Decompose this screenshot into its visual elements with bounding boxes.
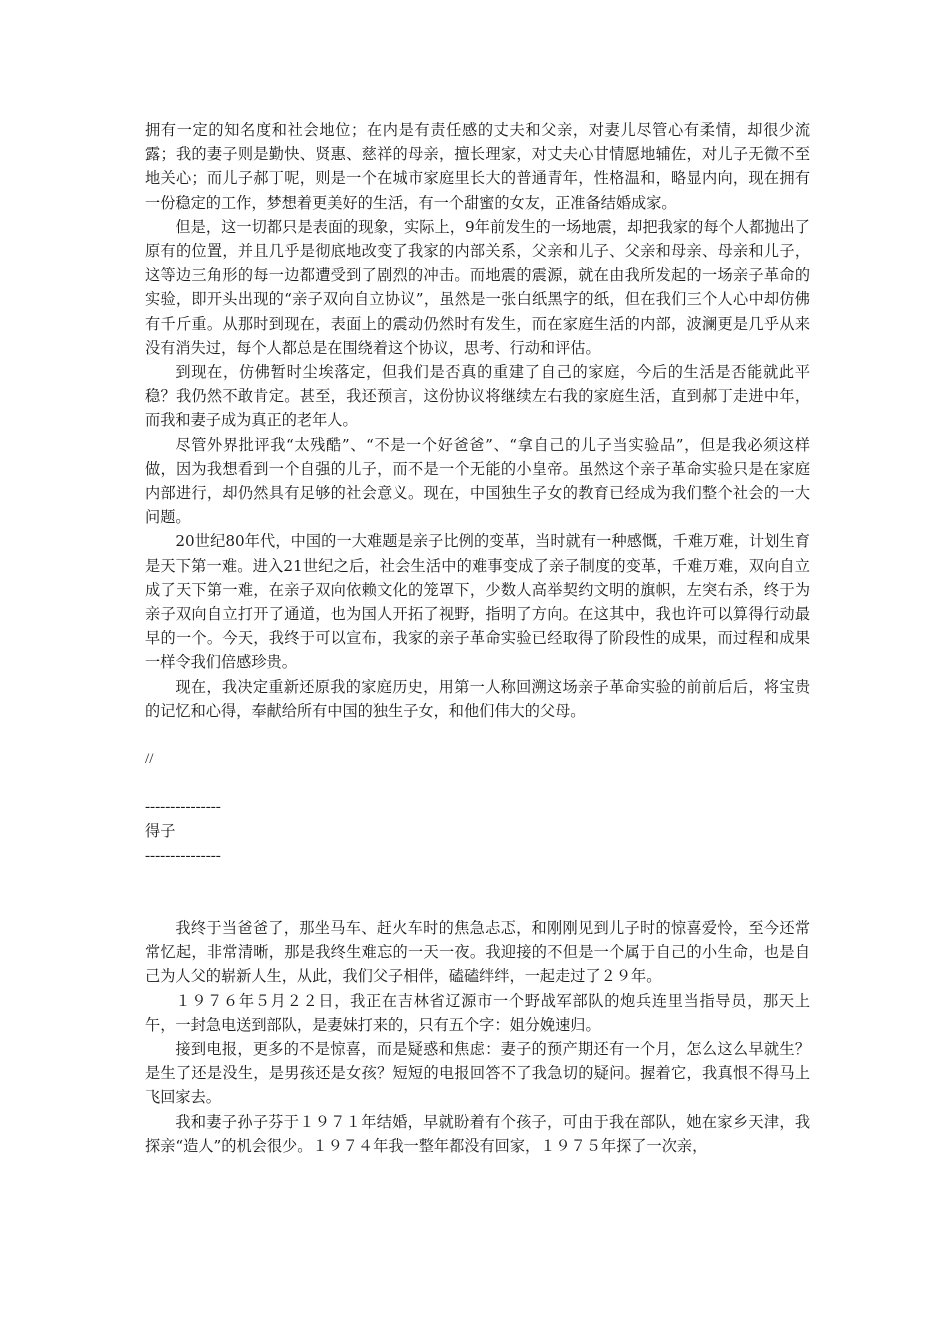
dash-line-top: ---------------: [145, 798, 221, 816]
intro-paragraph-4: 尽管外界批评我“太残酷”、“不是一个好爸爸”、“拿自己的儿子当实验品”，但是我必须这样做，因为我想看到一个自强的儿子，而不是一个无能的小皇帝。虽然这个亲子革命实验只是在家庭内部进行，却仍然具有足够的社会意义。现在，中国独生子女的教育已经成为我们整个社会的一大问题。: [145, 435, 810, 527]
intro-paragraph-3: 到现在，仿佛暂时尘埃落定，但我们是否真的重建了自己的家庭，今后的生活是否能就此平稳？我仍然不敢肯定。甚至，我还预言，这份协议将继续左右我的家庭生活，直到郝丁走进中年，而我和妻子成为真正的老年人。: [145, 363, 810, 430]
chapter-paragraph-4: 我和妻子孙子芬于１９７１年结婚，早就盼着有个孩子，可由于我在部队，她在家乡天津，我探亲“造人”的机会很少。１９７４年我一整年都没有回家，１９７５年探了一次亲，: [145, 1112, 810, 1155]
slash-marker: //: [145, 750, 154, 768]
blank-line: [145, 771, 810, 795]
chapter-paragraph-2: １９７６年５月２２日，我正在吉林省辽源市一个野战军部队的炮兵连里当指导员，那天上午，一封急电送到部队，是妻妹打来的，只有五个字：姐分娩速归。: [145, 991, 810, 1034]
blank-line: [145, 723, 810, 747]
intro-paragraph-2: 但是，这一切都只是表面的现象，实际上，9年前发生的一场地震，却把我家的每个人都抛出了原有的位置，并且几乎是彻底地改变了我家的内部关系，父亲和儿子、父亲和母亲、母亲和儿子，这等边三角形的每一边都遭受到了剧烈的冲击。而地震的震源，就在由我所发起的一场亲子革命的实验，即开头出现的“亲子双向自立协议”，虽然是一张白纸黑字的纸，但在我们三个人心中却仿佛有千斤重。从那时到现在，表面上的震动仍然时有发生，而在家庭生活的内部，波澜更是几乎从来没有消失过，每个人都总是在围绕着这个协议，思考、行动和评估。: [145, 217, 810, 357]
section-title: 得子: [145, 822, 176, 841]
intro-paragraph-1: 拥有一定的知名度和社会地位；在内是有责任感的丈夫和父亲，对妻儿尽管心有柔情，却很少流露；我的妻子则是勤快、贤惠、慈祥的母亲，擅长理家，对丈夫心甘情愿地辅佐，对儿子无微不至地关心；而儿子郝丁呢，则是一个在城市家庭里长大的普通青年，性格温和，略显内向，现在拥有一份稳定的工作，梦想着更美好的生活，有一个甜蜜的女友，正准备结婚成家。: [145, 121, 810, 212]
chapter-paragraph-3: 接到电报，更多的不是惊喜，而是疑惑和焦虑：妻子的预产期还有一个月，怎么这么早就生？是生了还是没生，是男孩还是女孩？短短的电报回答不了我急切的疑问。握着它，我真恨不得马上飞回家去。: [145, 1039, 810, 1107]
document-page: [145, 118, 810, 1158]
intro-paragraph-6: 现在，我决定重新还原我的家庭历史，用第一人称回溯这场亲子革命实验的前前后后，将宝贵的记忆和心得，奉献给所有中国的独生子女，和他们伟大的父母。: [145, 677, 810, 720]
dash-line-bottom: ---------------: [145, 846, 221, 864]
chapter-paragraph-1: 我终于当爸爸了，那坐马车、赶火车时的焦急忐忑，和刚刚见到儿子时的惊喜爱怜，至今还常常忆起，非常清晰，那是我终生难忘的一天一夜。我迎接的不但是一个属于自己的小生命，也是自己为人父的崭新人生，从此，我们父子相伴，磕磕绊绊，一起走过了２９年。: [145, 918, 810, 986]
intro-paragraph-5: 20世纪80年代，中国的一大难题是亲子比例的变革，当时就有一种感慨，千难万难，计划生育是天下第一难。进入21世纪之后，社会生活中的难事变成了亲子制度的变革，千难万难，双向自立成了天下第一难，在亲子双向依赖文化的笼罩下，少数人高举契约文明的旗帜，左突右杀，终于为亲子双向自立打开了通道，也为国人开拓了视野，指明了方向。在这其中，我也许可以算得行动最早的一个。今天，我终于可以宣布，我家的亲子革命实验已经取得了阶段性的成果，而过程和成果一样令我们倍感珍贵。: [145, 532, 810, 672]
blank-line: [145, 868, 810, 916]
